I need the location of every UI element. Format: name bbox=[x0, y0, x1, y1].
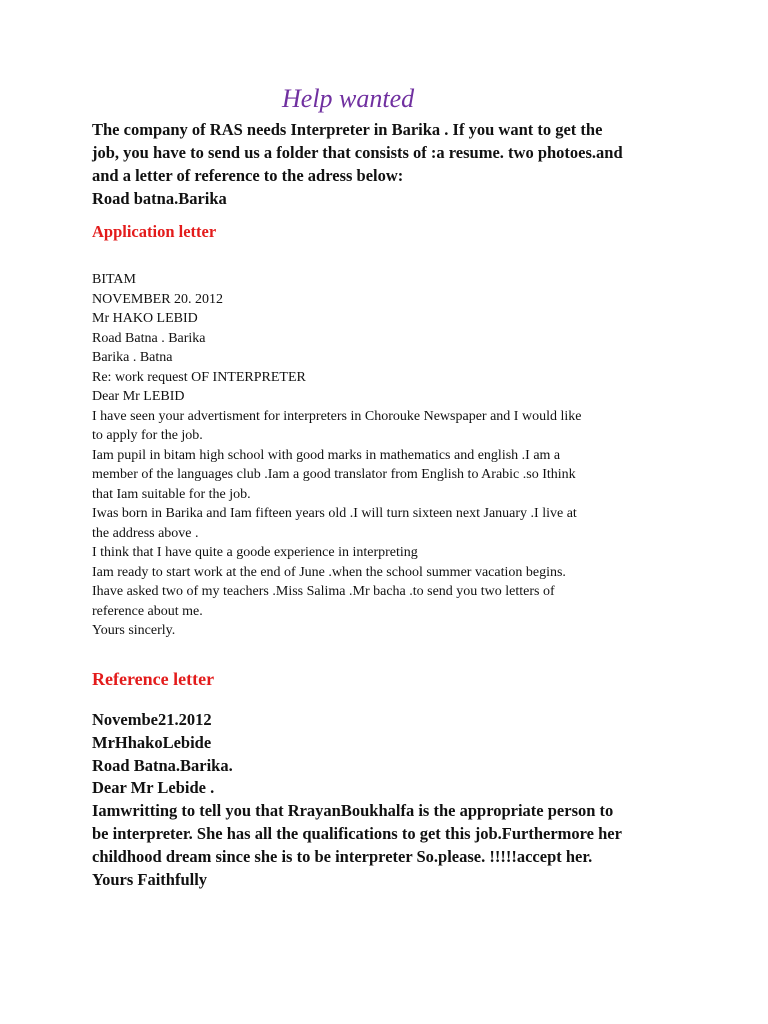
letter-line: Road Batna.Barika. bbox=[92, 755, 233, 775]
application-letter-heading: Application letter bbox=[92, 222, 217, 241]
letter-line: reference about me. bbox=[92, 603, 203, 619]
letter-line: Iam pupil in bitam high school with good marks in mathematics and english .I am a bbox=[92, 447, 561, 463]
ad-line: The company of RAS needs Interpreter in Barika . If you want to get the bbox=[92, 120, 603, 139]
letter-line: Yours sincerly. bbox=[92, 623, 176, 638]
letter-line: Iwas born in Barika and Iam fifteen years old .I will turn sixteen next January .I live at bbox=[92, 506, 577, 521]
letter-line: Yours Faithfully bbox=[92, 869, 208, 889]
letter-line: Dear Mr LEBID bbox=[92, 389, 185, 404]
letter-line: member of the languages club .Iam a good translator from English to Arabic .so Ithink bbox=[92, 467, 576, 482]
letter-line: Road Batna . Barika bbox=[92, 330, 206, 346]
letter-line: Re: work request OF INTERPRETER bbox=[92, 369, 306, 385]
letter-line: Dear Mr Lebide . bbox=[92, 778, 215, 798]
ad-line: and a letter of reference to the adress below: bbox=[92, 166, 404, 185]
letter-line: that Iam suitable for the job. bbox=[92, 486, 251, 502]
letter-line: Ihave asked two of my teachers .Miss Salima .Mr bacha .to send you two letters of bbox=[92, 584, 555, 599]
ad-line: job, you have to send us a folder that consists of :a resume. two photoes.and bbox=[92, 143, 623, 162]
letter-line: Iamwritting to tell you that RrayanBoukhalfa is the appropriate person to bbox=[92, 801, 614, 821]
ad-line: Road batna.Barika bbox=[92, 189, 227, 208]
letter-line: to apply for the job. bbox=[92, 428, 203, 443]
letter-line: the address above . bbox=[92, 525, 199, 541]
letter-line: childhood dream since she is to be interpreter So.please. !!!!!accept her. bbox=[92, 846, 593, 866]
letter-line: Mr HAKO LEBID bbox=[92, 311, 198, 326]
letter-line: Barika . Batna bbox=[92, 350, 173, 365]
application-letter-body bbox=[92, 270, 692, 641]
help-wanted-ad bbox=[92, 118, 712, 210]
letter-line: be interpreter. She has all the qualifications to get this job.Furthermore her bbox=[92, 823, 622, 843]
letter-line: I think that I have quite a goode experience in interpreting bbox=[92, 545, 418, 560]
help-wanted-title: Help wanted bbox=[282, 84, 415, 113]
reference-letter-body bbox=[92, 709, 712, 891]
letter-line: Iam ready to start work at the end of June .when the school summer vacation begins. bbox=[92, 564, 566, 580]
letter-line: NOVEMBER 20. 2012 bbox=[92, 291, 224, 307]
reference-letter-heading: Reference letter bbox=[92, 669, 215, 689]
letter-line: BITAM bbox=[92, 272, 136, 287]
letter-line: I have seen your advertisment for interpreters in Chorouke Newspaper and I would like bbox=[92, 408, 582, 424]
letter-line: MrHhakoLebide bbox=[92, 732, 212, 752]
letter-line: Novembe21.2012 bbox=[92, 710, 212, 729]
